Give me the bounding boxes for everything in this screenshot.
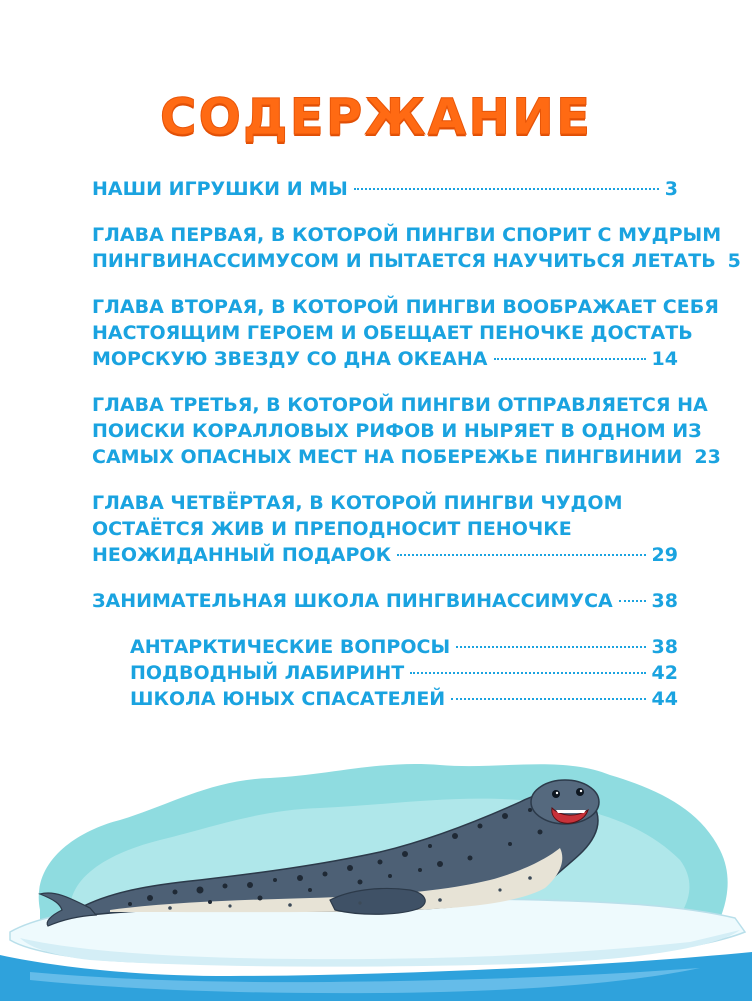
seal-eye <box>552 790 560 798</box>
seal-on-ice-illustration <box>0 740 752 1001</box>
dot-leader <box>354 188 659 190</box>
dot-leader <box>451 698 645 700</box>
dot-leader <box>410 672 645 674</box>
dot-leader <box>397 554 645 556</box>
toc-page-number: 5 <box>727 250 741 272</box>
toc-entry-our-toys[interactable] <box>92 176 678 202</box>
toc-entry-title-line: ГЛАВА ВТОРАЯ, В КОТОРОЙ ПИНГВИ ВООБРАЖАЕТ СЕБЯ <box>92 296 719 318</box>
toc-entry-title-line: ГЛАВА ПЕРВАЯ, В КОТОРОЙ ПИНГВИ СПОРИТ С МУДРЫМ <box>92 224 722 246</box>
toc-entry-chapter-1[interactable] <box>92 222 741 274</box>
toc-subentry-antarctic-questions[interactable] <box>130 634 678 660</box>
toc-entry-title: АНТАРКТИЧЕСКИЕ ВОПРОСЫ <box>130 636 451 658</box>
dot-leader <box>456 646 645 648</box>
table-of-contents <box>92 176 741 712</box>
toc-entry-title-line: ГЛАВА ТРЕТЬЯ, В КОТОРОЙ ПИНГВИ ОТПРАВЛЯЕТСЯ НА <box>92 394 708 416</box>
toc-subentry-rescuers-school[interactable] <box>130 686 678 712</box>
seal-teeth <box>556 810 586 813</box>
seal-eye-highlight <box>580 790 582 792</box>
toc-entry-title-line: ПИНГВИНАССИМУСОМ И ПЫТАЕТСЯ НАУЧИТЬСЯ ЛЕТАТЬ <box>92 250 716 272</box>
toc-entry-title: ЗАНИМАТЕЛЬНАЯ ШКОЛА ПИНГВИНАССИМУСА <box>92 590 613 612</box>
toc-entry-title-line: САМЫХ ОПАСНЫХ МЕСТ НА ПОБЕРЕЖЬЕ ПИНГВИНИИ <box>92 446 683 468</box>
toc-entry-title: ПОДВОДНЫЙ ЛАБИРИНТ <box>130 662 405 684</box>
toc-page-number: 23 <box>694 446 721 468</box>
seal-eye <box>576 788 584 796</box>
toc-entry-title: НАШИ ИГРУШКИ И МЫ <box>92 178 348 200</box>
toc-entry-title: ШКОЛА ЮНЫХ СПАСАТЕЛЕЙ <box>130 688 446 710</box>
toc-entry-title-line: ПОИСКИ КОРАЛЛОВЫХ РИФОВ И НЫРЯЕТ В ОДНОМ ИЗ <box>92 420 702 442</box>
dot-leader <box>619 600 646 602</box>
toc-subentry-underwater-maze[interactable] <box>130 660 678 686</box>
toc-entry-chapter-3[interactable] <box>92 392 721 470</box>
toc-entry-title-line: МОРСКУЮ ЗВЕЗДУ СО ДНА ОКЕАНА <box>92 348 488 370</box>
toc-entry-chapter-4[interactable] <box>92 490 678 568</box>
page-title: СОДЕРЖАНИЕ <box>159 88 593 146</box>
toc-page-number: 42 <box>651 662 678 684</box>
seal-eye-highlight <box>556 792 558 794</box>
toc-page-number: 38 <box>651 590 678 612</box>
toc-entry-title-line: НАСТОЯЩИМ ГЕРОЕМ И ОБЕЩАЕТ ПЕНОЧКЕ ДОСТАТЬ <box>92 322 693 344</box>
toc-page-number: 44 <box>651 688 678 710</box>
toc-page-number: 29 <box>651 544 678 566</box>
toc-page-number: 38 <box>651 636 678 658</box>
dot-leader <box>494 358 646 360</box>
toc-page-number: 3 <box>664 178 678 200</box>
toc-entry-title-line: НЕОЖИДАННЫЙ ПОДАРОК <box>92 544 392 566</box>
toc-page-number: 14 <box>651 348 678 370</box>
toc-entry-title-line: ГЛАВА ЧЕТВЁРТАЯ, В КОТОРОЙ ПИНГВИ ЧУДОМ <box>92 492 623 514</box>
toc-entry-title-line: ОСТАЁТСЯ ЖИВ И ПРЕПОДНОСИТ ПЕНОЧКЕ <box>92 518 572 540</box>
toc-entry-chapter-2[interactable] <box>92 294 719 372</box>
toc-entry-school[interactable] <box>92 588 678 614</box>
